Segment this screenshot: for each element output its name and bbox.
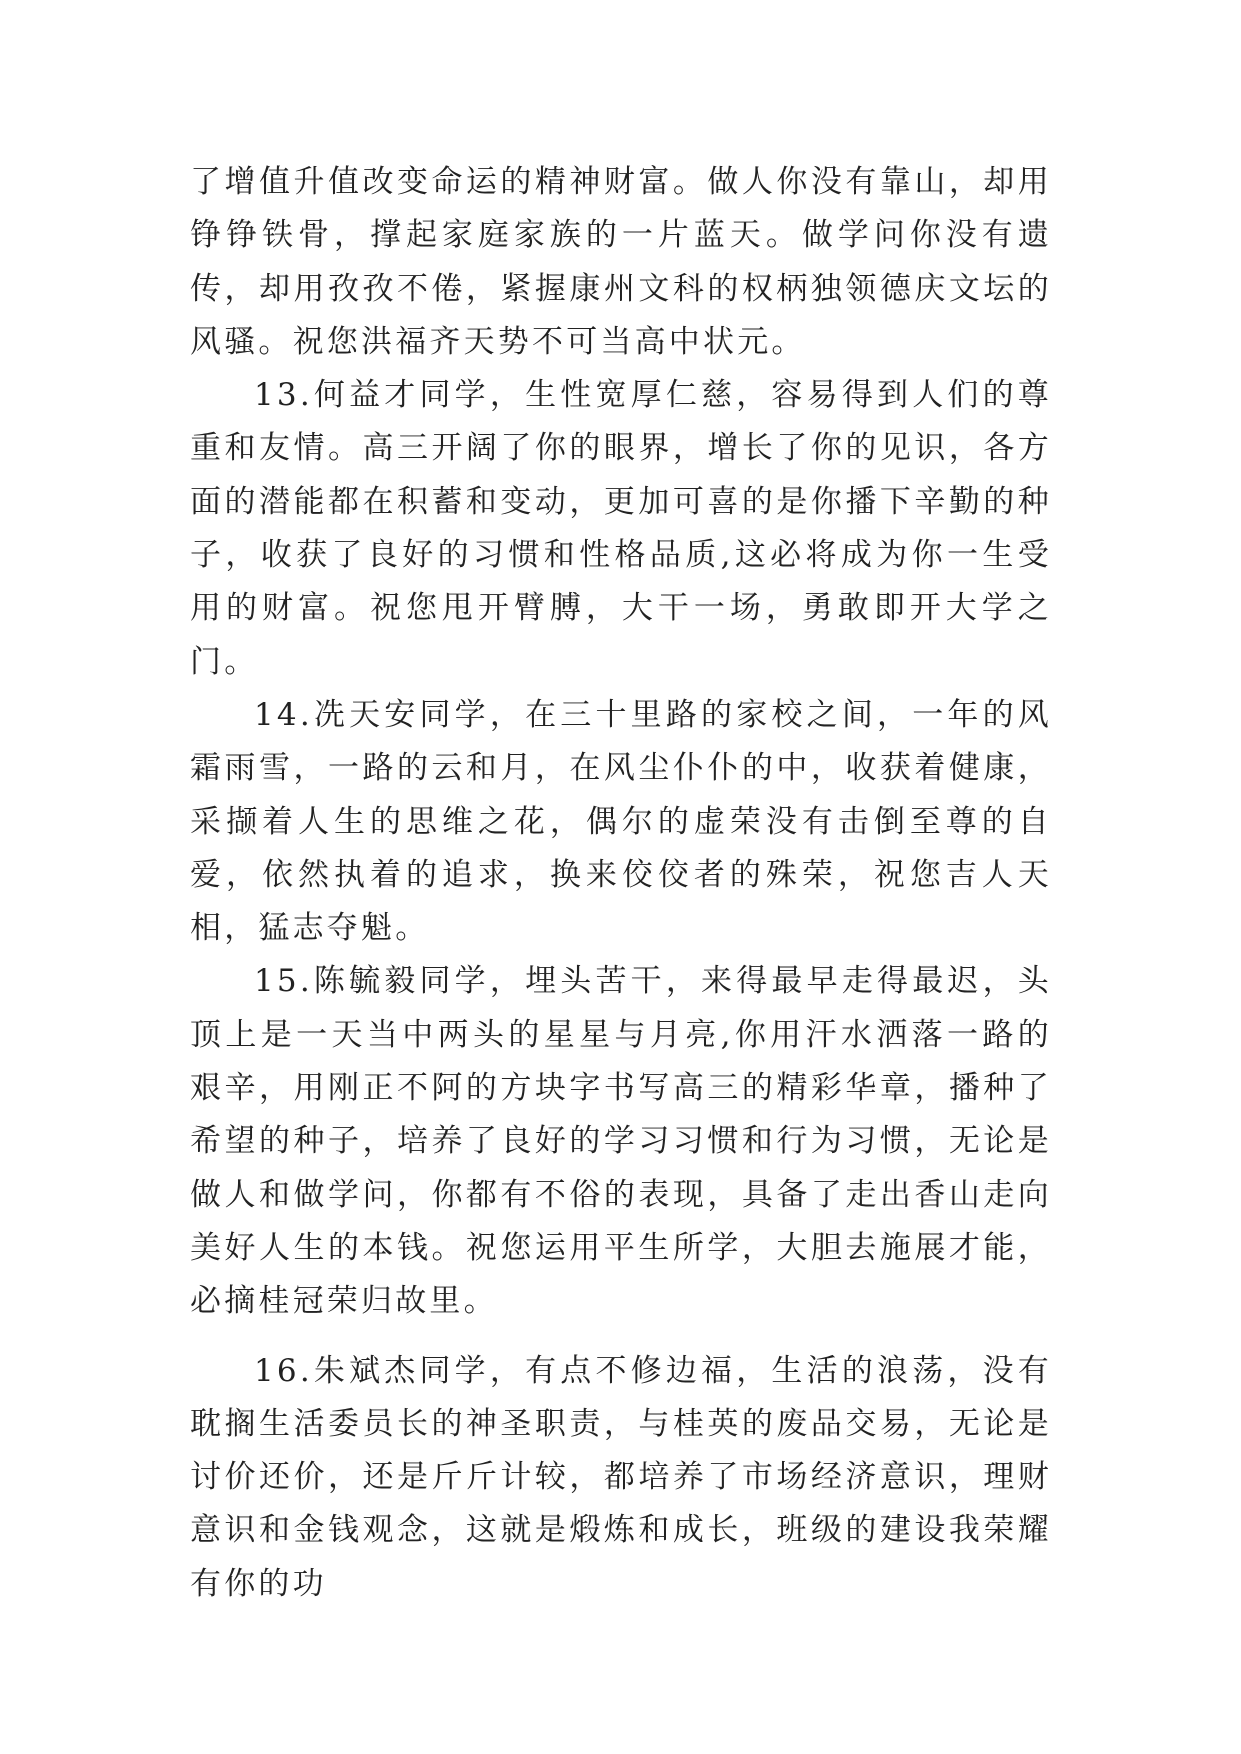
document-body	[190, 156, 1052, 1611]
paragraph-item-15: 15.陈毓毅同学，埋头苦干，来得最早走得最迟，头顶上是一天当中两头的星星与月亮,你用汗水洒落一路的艰辛，用刚正不阿的方块字书写高三的精彩华章，播种了希望的种子，培养了良好的学习习惯和行为习惯，无论是做人和做学问，你都有不俗的表现，具备了走出香山走向美好人生的本钱。祝您运用平生所学，大胆去施展才能，必摘桂冠荣归故里。	[190, 963, 1052, 1320]
paragraph-continuation: 了增值升值改变命运的精神财富。做人你没有靠山，却用铮铮铁骨，撑起家庭家族的一片蓝天。做学问你没有遗传，却用孜孜不倦，紧握康州文科的权柄独领德庆文坛的风骚。祝您洪福齐天势不可当高中状元。	[190, 164, 1052, 360]
paragraph-item-16: 16.朱斌杰同学，有点不修边福，生活的浪荡，没有耽搁生活委员长的神圣职责，与桂英的废品交易，无论是讨价还价，还是斤斤计较，都培养了市场经济意识，理财意识和金钱观念，这就是煅炼和成长，班级的建设我荣耀有你的功	[190, 1352, 1052, 1602]
paragraph-item-14: 14.冼天安同学，在三十里路的家校之间，一年的风霜雨雪，一路的云和月，在风尘仆仆的中，收获着健康，采撷着人生的思维之花，偶尔的虚荣没有击倒至尊的自爱，依然执着的追求，换来佼佼者的殊荣，祝您吉人天相，猛志夺魁。	[190, 696, 1052, 947]
paragraph-item-13: 13.何益才同学，生性宽厚仁慈，容易得到人们的尊重和友情。高三开阔了你的眼界，增长了你的见识，各方面的潜能都在积蓄和变动，更加可喜的是你播下辛勤的种子，收获了良好的习惯和性格品质,这必将成为你一生受用的财富。祝您甩开臂膊，大干一场，勇敢即开大学之门。	[190, 377, 1052, 680]
